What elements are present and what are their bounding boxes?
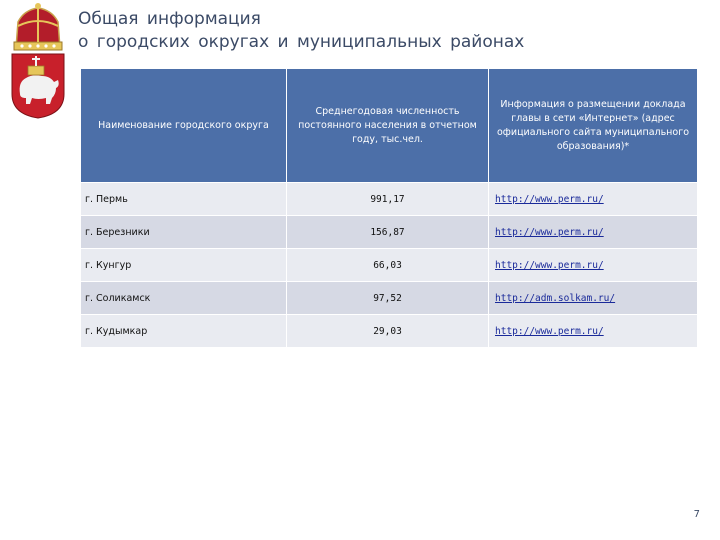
site-link[interactable]: http://www.perm.ru/	[495, 226, 604, 238]
cell-site	[489, 216, 698, 249]
cell-site	[489, 315, 698, 348]
cell-name: г. Кудымкар	[81, 315, 287, 348]
table-header-row	[81, 69, 698, 183]
cell-population: 29,03	[287, 315, 489, 348]
table-row	[81, 282, 698, 315]
cell-name: г. Кунгур	[81, 249, 287, 282]
header-name: Наименование городского округа	[81, 69, 287, 183]
page-number: 7	[693, 509, 700, 520]
cell-site	[489, 282, 698, 315]
site-link[interactable]: http://www.perm.ru/	[495, 325, 604, 337]
site-link[interactable]: http://www.perm.ru/	[495, 259, 604, 271]
coat-of-arms-icon	[4, 2, 72, 120]
cell-name: г. Березники	[81, 216, 287, 249]
header-population: Среднегодовая численность постоянного населения в отчетном году, тыс.чел.	[287, 69, 489, 183]
cell-name: г. Соликамск	[81, 282, 287, 315]
header-site: Информация о размещении доклада главы в сети «Интернет» (адрес официального сайта муниципального образования)*	[489, 69, 698, 183]
title-line-2: о городских округах и муниципальных районах	[78, 32, 525, 52]
table-row	[81, 315, 698, 348]
cell-population: 156,87	[287, 216, 489, 249]
cell-population: 97,52	[287, 282, 489, 315]
municipalities-table	[80, 68, 698, 348]
table-row	[81, 249, 698, 282]
cell-name: г. Пермь	[81, 183, 287, 216]
title-line-1: Общая информация	[78, 9, 261, 29]
table-row	[81, 216, 698, 249]
cell-population: 66,03	[287, 249, 489, 282]
site-link[interactable]: http://adm.solkam.ru/	[495, 292, 616, 304]
cell-site	[489, 183, 698, 216]
cell-site	[489, 249, 698, 282]
site-link[interactable]: http://www.perm.ru/	[495, 193, 604, 205]
cell-population: 991,17	[287, 183, 489, 216]
page-title	[78, 8, 678, 54]
table-row	[81, 183, 698, 216]
